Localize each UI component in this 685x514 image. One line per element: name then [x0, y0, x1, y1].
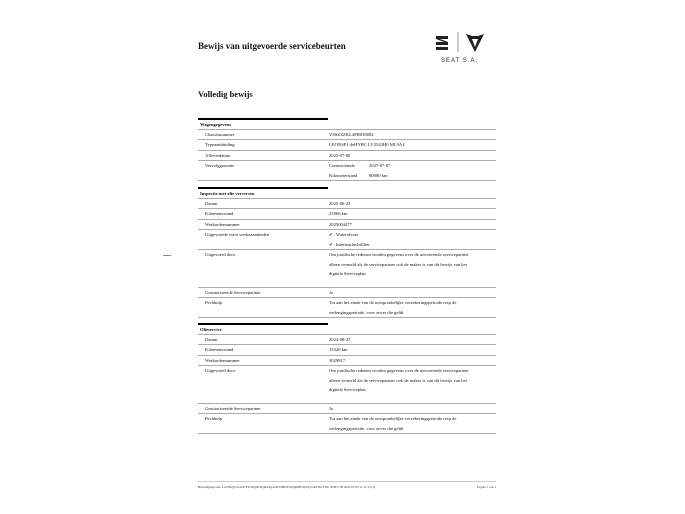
table-row	[198, 287, 496, 298]
confirmation-code: Bevestigingscode: LeO502jycvLnt47FTvmQ5KxIgRAXgAvDT/IBDYvmQKBfP4jO5jvTuuFIGvTWo 3038711B 2025-07-03 11:11:13 (3)	[198, 485, 376, 489]
row-label: Uitgevoerd door	[205, 368, 236, 373]
section-heading: Wagengegevens	[200, 121, 231, 127]
row-label: Afleverdatum	[205, 152, 231, 158]
table-row	[198, 198, 496, 209]
row-label: Geautoriseerde Servicepartner	[205, 289, 261, 295]
row-label: Vervolggarantie	[205, 163, 235, 168]
service-section	[198, 187, 496, 318]
checkmark-icon: ✔	[329, 241, 333, 247]
row-label: Werkordernummer	[205, 221, 240, 227]
row-label: Kilometerstand	[205, 211, 234, 216]
row-label: Kilometerstand	[205, 347, 234, 352]
row-value: alleen vermeld als de servicepartner ook de maker is van dit bewijs van het	[329, 377, 467, 383]
section-heading: Inspectie met olie verversen	[200, 190, 255, 196]
row-value: LEONSP1.4eHYBC LV2543H0 ML9A4	[329, 142, 405, 147]
table-row	[198, 413, 496, 434]
section-title: Volledig bewijs	[198, 89, 253, 99]
row-value: Ja	[329, 405, 333, 411]
row-label: Pechhulp	[205, 416, 223, 421]
row-value: 2023-07-08	[329, 152, 351, 158]
row-label: Uitgevoerd door	[205, 252, 236, 257]
row-value: 2025-06-23	[329, 200, 351, 206]
table-row	[198, 334, 496, 345]
row-value: Waterafvoer	[335, 232, 359, 237]
row-value: 15326 km	[329, 347, 348, 352]
table-row	[198, 365, 496, 403]
row-value: Tot aan het einde van de oorspronkelijke verzekeringsperiode resp de	[329, 416, 457, 421]
page-title: Bewijs van uitgevoerde servicebeurten	[198, 41, 346, 51]
table-row	[198, 150, 496, 161]
page-footer	[198, 481, 496, 489]
checkmark-icon: ✔	[329, 232, 333, 237]
row-value: 2024-08-27	[329, 336, 351, 342]
table-row	[198, 208, 496, 219]
row-label: Typeaanduiding	[205, 142, 235, 147]
sub-value: 80000 km	[369, 172, 388, 178]
row-value: alleen vermeld als de servicepartner ook de maker is van dit bewijs van het	[329, 261, 467, 267]
service-section	[198, 323, 496, 434]
row-value: Interieurluchtfilter	[335, 241, 370, 247]
row-label: Geautoriseerde Servicepartner	[205, 405, 261, 411]
row-value: verlengingsperiode, voor zover die geldt	[329, 309, 404, 315]
table-row	[198, 219, 496, 230]
table-row	[198, 229, 496, 249]
margin-mark	[163, 255, 171, 256]
table-row	[198, 139, 496, 150]
row-value: digitale Serviceplan.	[329, 387, 367, 392]
table-row	[198, 344, 496, 355]
row-label: Werkordernummer	[205, 357, 240, 363]
row-value: 2025004477	[329, 221, 352, 227]
row-value: VSSZZZKL4PR030082	[329, 131, 374, 137]
table-row	[198, 129, 496, 140]
row-value: 3029817	[329, 357, 346, 363]
table-row	[198, 355, 496, 366]
row-label: Datum	[205, 336, 218, 342]
sub-value: 2027-07-07	[369, 163, 391, 168]
row-value: Ja	[329, 289, 333, 295]
row-value: 23966 km	[329, 211, 348, 216]
sub-label: Contracteinde	[329, 163, 355, 168]
seat-cupra-logo-icon	[436, 32, 496, 72]
row-label: Uitgevoerde extra werkzaamheden	[205, 232, 270, 237]
row-label: Pechhulp	[205, 300, 223, 305]
table-row	[198, 249, 496, 287]
table-row	[198, 297, 496, 318]
row-label: Datum	[205, 200, 218, 206]
page-number: Pagina 1 van 1	[477, 485, 496, 489]
table-row	[198, 160, 496, 181]
row-value: Om juridische redenen worden gegevens over de uitvoerende servicepartner	[329, 368, 469, 373]
row-value: Om juridische redenen worden gegevens over de uitvoerende servicepartner	[329, 252, 469, 257]
sub-label: Kilometerstand	[329, 172, 358, 178]
row-value: verlengingsperiode, voor zover die geldt	[329, 425, 404, 431]
table-row	[198, 403, 496, 414]
row-label: Chassisnummer	[205, 131, 235, 137]
section-heading: Olieservice	[200, 326, 222, 332]
vehicle-section	[198, 118, 496, 181]
row-value: Tot aan het einde van de oorspronkelijke verzekeringsperiode resp de	[329, 300, 457, 305]
row-value: digitale Serviceplan.	[329, 271, 367, 276]
brand-name: SEAT S.A.	[441, 58, 479, 64]
